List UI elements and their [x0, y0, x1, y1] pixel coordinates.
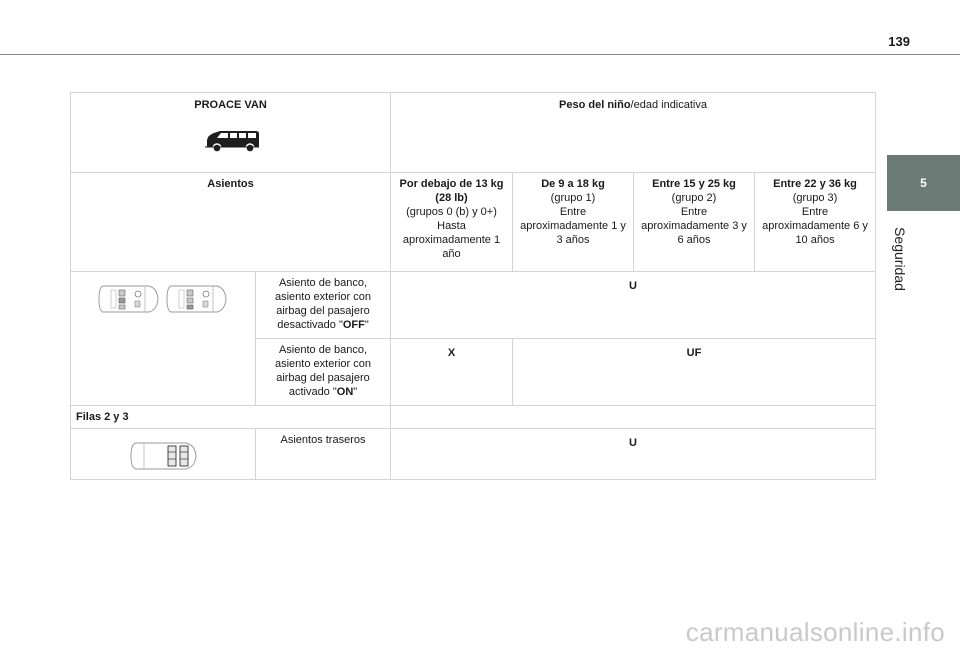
seats-label-cell — [71, 173, 391, 272]
group-sub1-0: (grupos 0 (b) y 0+) — [406, 206, 497, 218]
group-sub1-1: (grupo 1) — [550, 192, 596, 204]
airbag-off-value-cell — [391, 272, 876, 339]
group-cell-3 — [755, 173, 876, 272]
rear-seats-diagram-icon — [128, 439, 198, 473]
weight-header-cell — [391, 93, 876, 173]
table-row-airbag-off — [71, 272, 876, 339]
rows-label: Filas 2 y 3 — [76, 411, 129, 423]
rear-seats-value: U — [629, 437, 637, 449]
front-bench-diagram-alt-icon — [165, 282, 229, 316]
table-row-vehicle — [71, 93, 876, 173]
page-number: 139 — [888, 34, 910, 49]
group-cell-2 — [634, 173, 755, 272]
airbag-on-group0-cell — [391, 339, 513, 406]
weight-header-bold: Peso del niño — [559, 99, 631, 111]
chapter-tab[interactable] — [887, 155, 960, 211]
group-cell-0 — [391, 173, 513, 272]
group-sub1-3: (grupo 3) — [792, 192, 838, 204]
van-icon — [201, 128, 261, 158]
front-seat-diagram-cell — [71, 272, 256, 406]
group-sub1-2: (grupo 2) — [671, 192, 717, 204]
airbag-off-desc-cell — [256, 272, 391, 339]
vehicle-cell — [71, 93, 391, 173]
child-seat-table — [70, 92, 876, 480]
airbag-on-state: ON — [336, 386, 354, 398]
rear-seats-desc: Asientos traseros — [280, 434, 366, 446]
airbag-on-desc: Asiento de banco, asiento exterior con airbag del pasajero activado " — [275, 344, 371, 398]
airbag-off-state: OFF — [342, 319, 365, 331]
group-sub2-1: Entre aproximadamente 1 y 3 años — [520, 206, 626, 246]
airbag-on-rest-cell — [513, 339, 876, 406]
rear-seats-desc-cell — [256, 429, 391, 480]
rear-seats-value-cell — [391, 429, 876, 480]
airbag-on-quote: " — [353, 386, 358, 398]
table-row-groups — [71, 173, 876, 272]
front-bench-diagram-icon — [97, 282, 161, 316]
chapter-title — [887, 214, 913, 304]
airbag-off-quote: " — [364, 319, 369, 331]
airbag-off-value: U — [629, 280, 637, 292]
chapter-title-text: Seguridad — [892, 227, 909, 291]
group-sub2-2: Entre aproximadamente 3 y 6 años — [641, 206, 747, 246]
airbag-off-desc: Asiento de banco, asiento exterior con airbag del pasajero desactivado " — [275, 277, 371, 331]
airbag-on-group0-value: X — [447, 347, 456, 359]
airbag-on-rest-value: UF — [686, 347, 702, 359]
table-row-rows-label — [71, 406, 876, 429]
group-title-0: Por debajo de 13 kg (28 lb) — [399, 178, 504, 204]
rear-seat-diagram-cell — [71, 429, 256, 480]
rows-label-empty-cell — [391, 406, 876, 429]
front-seat-diagrams — [76, 276, 250, 316]
header-rule — [0, 54, 960, 55]
watermark: carmanualsonline.info — [685, 617, 945, 647]
group-cell-1 — [513, 173, 634, 272]
table-row-rear-seats — [71, 429, 876, 480]
group-title-1: De 9 a 18 kg — [541, 178, 605, 190]
group-title-3: Entre 22 y 36 kg — [773, 178, 857, 190]
airbag-on-desc-cell — [256, 339, 391, 406]
group-sub2-3: Entre aproximadamente 6 y 10 años — [762, 206, 868, 246]
weight-header-rest: /edad indicativa — [630, 99, 707, 111]
vehicle-name: PROACE VAN — [194, 99, 267, 111]
chapter-number: 5 — [920, 176, 927, 190]
seats-label: Asientos — [207, 178, 254, 190]
group-title-2: Entre 15 y 25 kg — [652, 178, 736, 190]
rows-label-cell — [71, 406, 391, 429]
group-sub2-0: Hasta aproximadamente 1 año — [402, 220, 501, 260]
